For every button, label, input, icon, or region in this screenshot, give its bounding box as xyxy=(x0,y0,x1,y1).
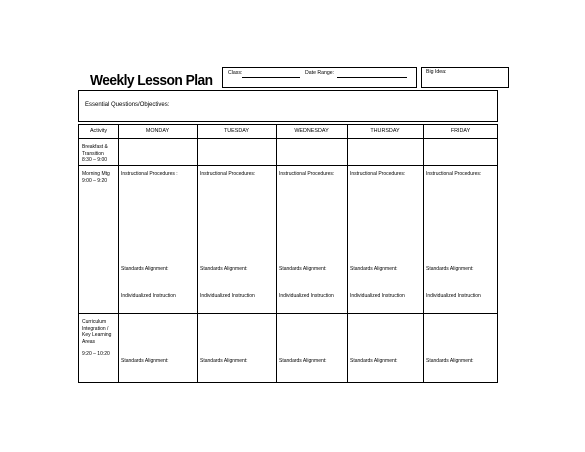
column-divider xyxy=(423,125,424,382)
standards-alignment-wednesday-row3[interactable]: Standards Alignment: xyxy=(279,358,327,364)
column-divider xyxy=(276,125,277,382)
schedule-grid xyxy=(78,124,498,383)
individualized-instruction-monday[interactable]: Individualized Instruction xyxy=(121,293,176,299)
class-field[interactable] xyxy=(242,77,300,78)
activity-curriculum-integration: Curriculum Integration / Key Learning Areas 9:20 – 10:20 xyxy=(82,319,112,357)
instructional-procedures-tuesday[interactable]: Instructional Procedures: xyxy=(200,171,256,177)
standards-alignment-monday-row3[interactable]: Standards Alignment: xyxy=(121,358,169,364)
instructional-procedures-wednesday[interactable]: Instructional Procedures: xyxy=(279,171,335,177)
standards-alignment-monday[interactable]: Standards Alignment: xyxy=(121,266,169,272)
individualized-instruction-tuesday[interactable]: Individualized Instruction xyxy=(200,293,255,299)
class-date-box xyxy=(222,67,417,88)
standards-alignment-wednesday[interactable]: Standards Alignment: xyxy=(279,266,327,272)
standards-alignment-tuesday[interactable]: Standards Alignment: xyxy=(200,266,248,272)
header-friday: FRIDAY xyxy=(450,128,471,134)
instructional-procedures-friday[interactable]: Instructional Procedures: xyxy=(426,171,482,177)
column-divider xyxy=(118,125,119,382)
column-divider xyxy=(347,125,348,382)
standards-alignment-tuesday-row3[interactable]: Standards Alignment: xyxy=(200,358,248,364)
date-range-field[interactable] xyxy=(337,77,407,78)
standards-alignment-thursday-row3[interactable]: Standards Alignment: xyxy=(350,358,398,364)
big-idea-label: Big Idea: xyxy=(426,69,447,75)
header-wednesday: WEDNESDAY xyxy=(294,128,329,134)
standards-alignment-friday-row3[interactable]: Standards Alignment: xyxy=(426,358,474,364)
row-divider xyxy=(79,138,497,139)
page-title: Weekly Lesson Plan xyxy=(90,72,213,89)
column-divider xyxy=(197,125,198,382)
activity-breakfast: Breakfast & Transition 8:30 – 9:00 xyxy=(82,144,108,163)
header-tuesday: TUESDAY xyxy=(223,128,250,134)
header-activity: Activity xyxy=(89,128,108,134)
instructional-procedures-thursday[interactable]: Instructional Procedures: xyxy=(350,171,406,177)
individualized-instruction-friday[interactable]: Individualized Instruction xyxy=(426,293,481,299)
row-divider xyxy=(79,313,497,314)
row-divider xyxy=(79,165,497,166)
individualized-instruction-thursday[interactable]: Individualized Instruction xyxy=(350,293,405,299)
date-range-label: Date Range: xyxy=(305,70,335,76)
big-idea-box[interactable] xyxy=(421,67,509,88)
essential-questions-label: Essential Questions/Objectives: xyxy=(85,102,170,108)
individualized-instruction-wednesday[interactable]: Individualized Instruction xyxy=(279,293,334,299)
standards-alignment-friday[interactable]: Standards Alignment: xyxy=(426,266,474,272)
essential-questions-box[interactable] xyxy=(78,90,498,122)
instructional-procedures-monday[interactable]: Instructional Procedures : xyxy=(121,171,178,177)
class-label: Class: xyxy=(228,70,243,76)
standards-alignment-thursday[interactable]: Standards Alignment: xyxy=(350,266,398,272)
header-thursday: THURSDAY xyxy=(370,128,400,134)
header-monday: MONDAY xyxy=(145,128,170,134)
activity-morning-meeting: Morning Mtg 9:00 – 9:20 xyxy=(82,171,110,184)
